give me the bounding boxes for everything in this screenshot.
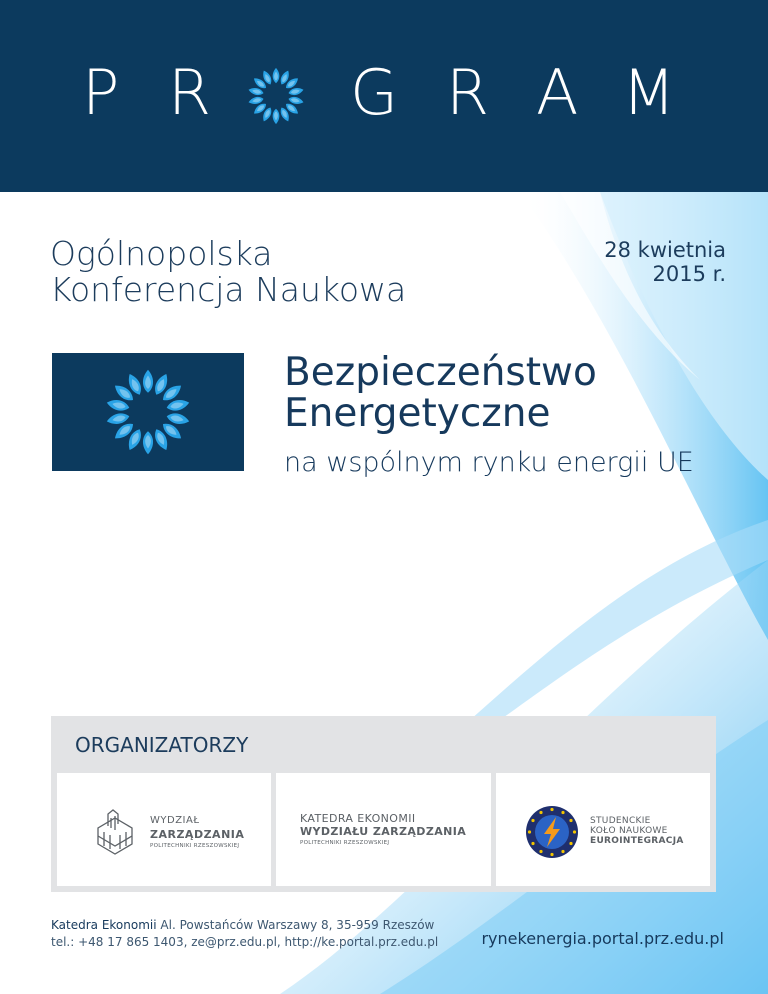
topic-title-line1: Bezpieczeństwo (284, 350, 597, 395)
lightning-circle-icon (525, 805, 579, 859)
kolo-line2: KOŁO NAUKOWE (590, 826, 668, 836)
kolo-line1: STUDENCKIE (590, 816, 651, 826)
topic-title-line2: Energetyczne (284, 391, 551, 436)
title-letter-g: G (350, 56, 399, 129)
organizers-heading: ORGANIZATORZY (75, 733, 249, 757)
footer-street: Al. Powstańców Warszawy 8, 35-959 Rzeszów (160, 918, 435, 932)
katedra-line3: POLITECHNIKI RZESZOWSKIEJ (300, 840, 390, 846)
wydzial-line3: POLITECHNIKI RZESZOWSKIEJ (150, 843, 240, 849)
building-grid-icon (90, 804, 140, 858)
topic-subtitle: na wspólnym rynku energii UE (284, 447, 694, 478)
conference-date-line1: 28 kwietnia (604, 238, 726, 262)
conference-name-line1: Ogólnopolska (50, 234, 273, 273)
kolo-line3: EUROINTEGRACJA (590, 836, 684, 846)
conference-date-line2: 2015 r. (652, 262, 726, 286)
title-letter-m: M (622, 56, 676, 129)
conference-name (50, 236, 406, 308)
katedra-line1: KATEDRA EKONOMII (300, 812, 416, 825)
sun-burst-icon (100, 364, 196, 460)
topic-title (284, 352, 597, 434)
title-letter-a: A (536, 56, 579, 129)
title-letter-r2: R (446, 56, 490, 129)
title-letter-r1: R (168, 56, 212, 129)
footer-address (51, 918, 434, 933)
footer-contact: tel.: +48 17 865 1403, ze@prz.edu.pl, http://ke.portal.prz.edu.pl (51, 935, 439, 949)
katedra-line2: WYDZIAŁU ZARZĄDZANIA (300, 825, 467, 838)
footer-org-name: Katedra Ekonomii (51, 918, 157, 932)
wydzial-line1: WYDZIAŁ (150, 815, 200, 826)
conference-date (604, 238, 726, 286)
title-letter-p: P (82, 56, 120, 129)
wydzial-line2: ZARZĄDZANIA (150, 828, 245, 841)
footer-website-link[interactable]: rynekenergia.portal.prz.edu.pl (481, 929, 724, 948)
sun-burst-icon (244, 64, 308, 128)
conference-name-line2: Konferencja Naukowa (50, 270, 407, 309)
